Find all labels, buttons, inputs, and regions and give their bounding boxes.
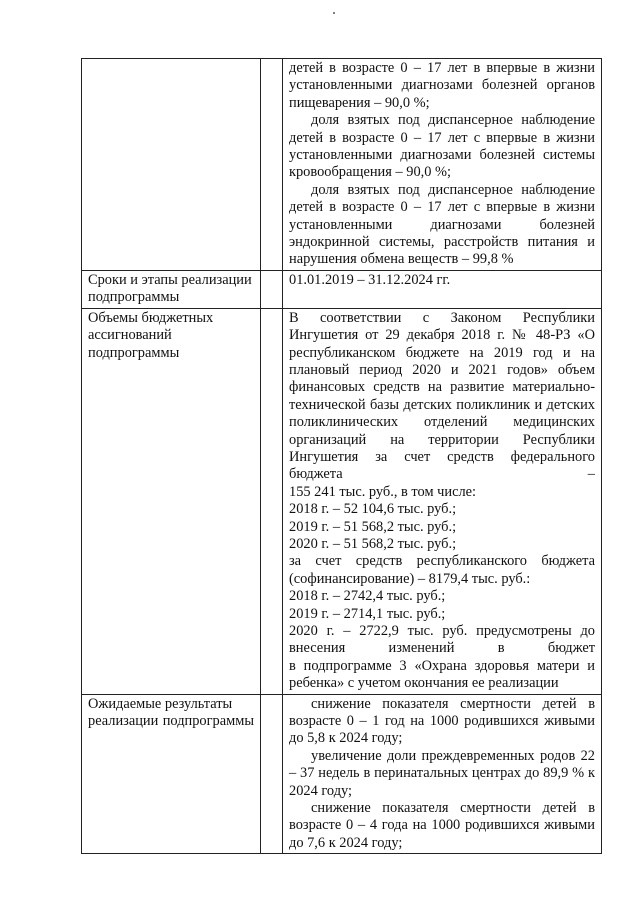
content-paragraph: детей в возрасте 0 – 17 лет в впервые в жизни установленными диагнозами болезней органов пищеварения – 90,0 %; <box>289 60 595 111</box>
row-content <box>283 308 602 694</box>
content-paragraph: 2019 г. – 51 568,2 тыс. руб.; <box>289 518 457 535</box>
row-content <box>283 59 602 271</box>
content-paragraph: 01.01.2019 – 31.12.2024 гг. <box>289 271 451 288</box>
row-content <box>283 270 602 308</box>
row-label: Сроки и этапы реализации подпрограммы <box>82 270 261 308</box>
content-paragraph: снижение показателя смертности детей в возрасте 0 – 4 года на 1000 родившихся живыми до 7,6 к 2024 году; <box>289 800 595 851</box>
row-label: Ожидаемые результаты реализации подпрограммы <box>82 694 261 854</box>
scan-speck <box>333 12 335 14</box>
content-paragraph: за счет средств республиканского бюджета (софинансирование) – 8179,4 тыс. руб.: <box>289 553 595 587</box>
row-label <box>82 59 261 271</box>
content-paragraph: В соответствии с Законом Республики Ингушетия от 29 декабря 2018 г. № 48-РЗ «О республиканском бюджете на 2019 год и на плановый период 2020 и 2021 годов» объем финансовых средств на развитие материально-технической базы детских поликлиник и детских поликлинических отделений медицинских организаций на территории Республики Ингушетия за счет средств федерального бюджета – <box>289 309 595 483</box>
spacer-cell <box>261 59 283 271</box>
content-paragraph: увеличение доли преждевременных родов 22 – 37 недель в перинатальных центрах до 89,9 % к 2024 году; <box>289 747 595 799</box>
spacer-cell <box>261 308 283 694</box>
program-passport-table <box>81 58 602 854</box>
content-paragraph: доля взятых под диспансерное наблюдение детей в возрасте 0 – 17 лет с впервые в жизни установленными диагнозами болезней эндокринной системы, расстройств питания и нарушения обмена веществ – 99,8 % <box>289 181 595 268</box>
table-row <box>82 59 602 271</box>
row-content <box>283 694 602 854</box>
table-row <box>82 270 602 308</box>
content-paragraph: 2018 г. – 2742,4 тыс. руб.; <box>289 588 446 605</box>
content-paragraph: снижение показателя смертности детей в возрасте 0 – 1 год на 1000 родившихся живыми до 5,8 к 2024 году; <box>289 695 595 747</box>
row-label: Объемы бюджетных ассигнований подпрограммы <box>82 308 261 694</box>
content-paragraph: 2018 г. – 52 104,6 тыс. руб.; <box>289 501 457 518</box>
spacer-cell <box>261 270 283 308</box>
content-paragraph: 2020 г. – 2722,9 тыс. руб. предусмотрены до внесения изменений в бюджет <box>289 623 595 657</box>
spacer-cell <box>261 694 283 854</box>
content-paragraph: 2019 г. – 2714,1 тыс. руб.; <box>289 605 446 622</box>
table-row <box>82 694 602 854</box>
content-paragraph: в подпрограмме 3 «Охрана здоровья матери и ребенка» с учетом окончания ее реализации <box>289 657 595 692</box>
content-paragraph: 155 241 тыс. руб., в том числе: <box>289 483 477 500</box>
content-paragraph: доля взятых под диспансерное наблюдение детей в возрасте 0 – 17 лет с впервые в жизни установленными диагнозами болезней системы кровообращения – 90,0 %; <box>289 112 595 181</box>
table-row <box>82 308 602 694</box>
content-paragraph: 2020 г. – 51 568,2 тыс. руб.; <box>289 535 457 552</box>
